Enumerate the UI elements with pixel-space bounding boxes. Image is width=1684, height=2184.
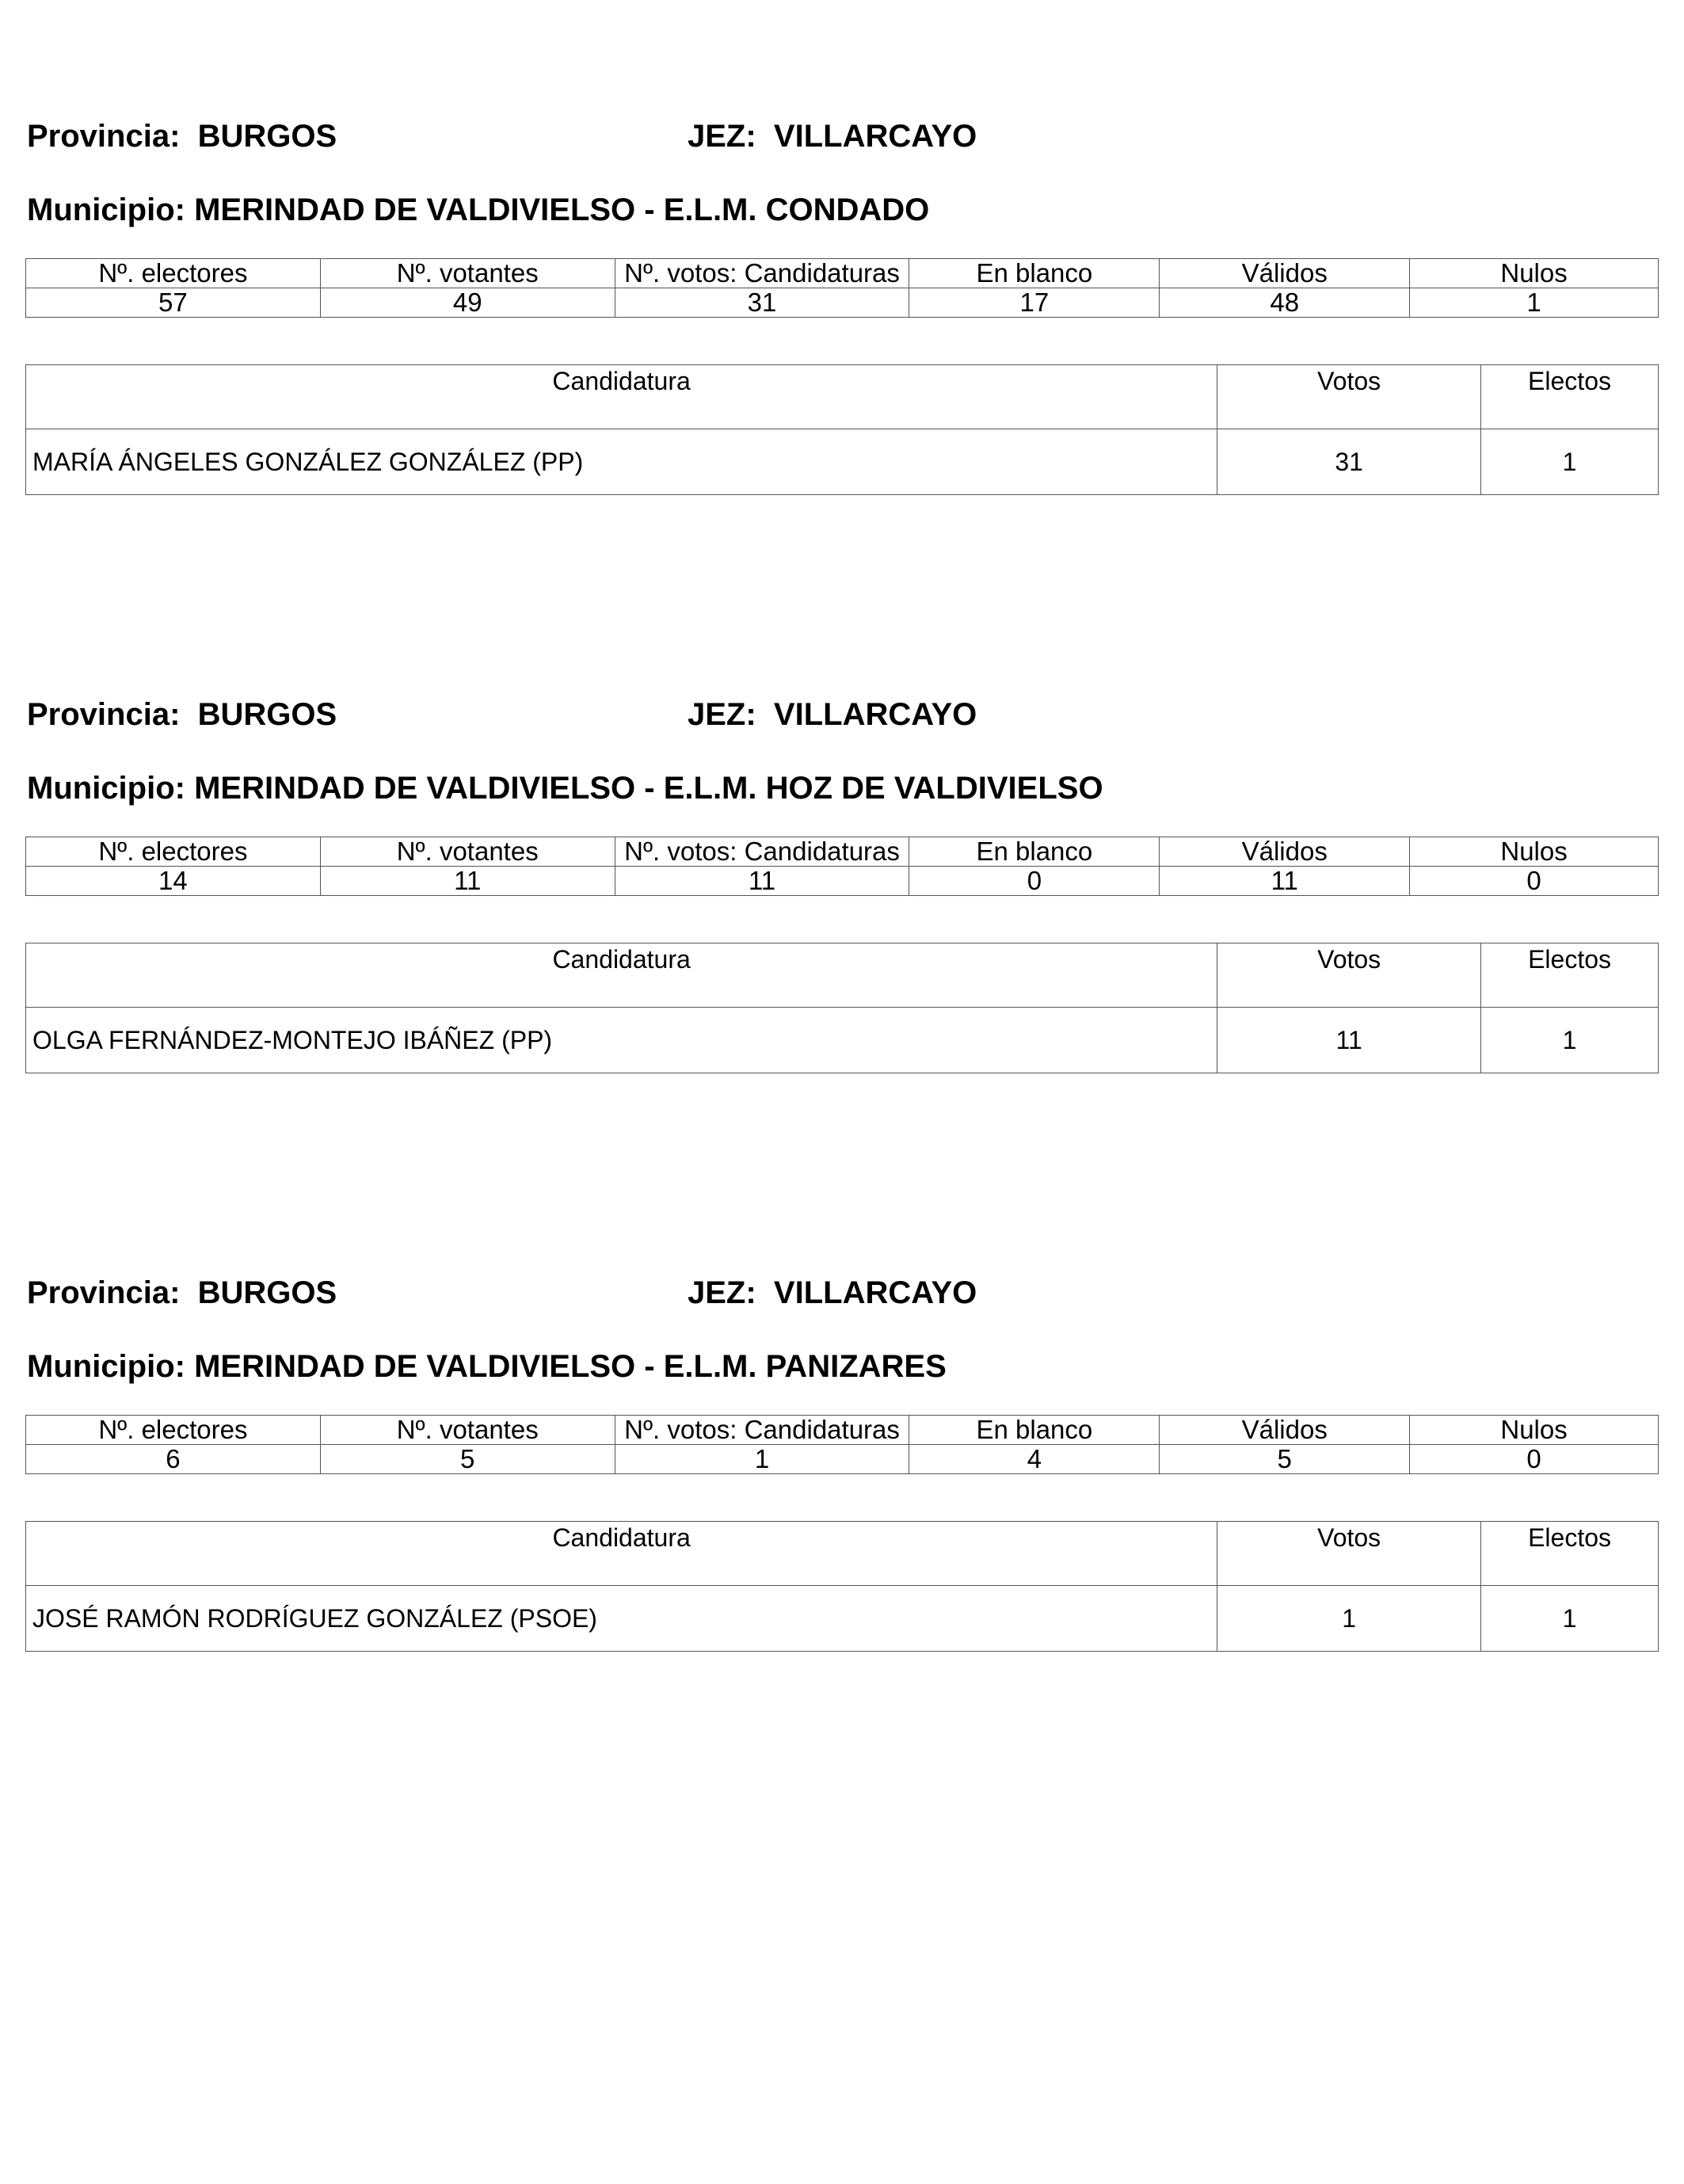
provincia-value: BURGOS [197,119,337,154]
stats-value: 31 [615,288,909,318]
stats-value: 1 [615,1445,909,1474]
stats-value: 0 [1410,1445,1659,1474]
stats-header: Válidos [1160,837,1410,867]
candidate-row [26,429,1659,495]
stats-value: 14 [26,867,321,896]
electos-header: Electos [1481,365,1659,429]
municipio-heading: Municipio: MERINDAD DE VALDIVIELSO - E.L.M. HOZ DE VALDIVIELSO [27,771,1103,806]
stats-table [25,837,1659,896]
stats-header-row [26,837,1659,867]
stats-header: Nº. votos: Candidaturas [615,1416,909,1445]
stats-value-row [26,867,1659,896]
stats-value: 5 [1160,1445,1410,1474]
candidate-electos: 1 [1481,429,1659,495]
municipio-heading: Municipio: MERINDAD DE VALDIVIELSO - E.L.M. CONDADO [27,192,930,227]
jez-heading: JEZ: VILLARCAYO [688,1275,977,1310]
stats-header: Válidos [1160,259,1410,288]
votos-header: Votos [1217,1522,1481,1586]
stats-value: 6 [26,1445,321,1474]
stats-value: 5 [320,1445,615,1474]
candidatura-header: Candidatura [26,365,1217,429]
stats-value: 48 [1160,288,1410,318]
candidate-votos: 31 [1217,429,1481,495]
stats-value: 0 [1410,867,1659,896]
candidate-name: OLGA FERNÁNDEZ-MONTEJO IBÁÑEZ (PP) [26,1008,1217,1073]
stats-header: Nº. votantes [320,259,615,288]
electos-header: Electos [1481,1522,1659,1586]
electos-header: Electos [1481,943,1659,1008]
stats-header: Nº. votantes [320,837,615,867]
candidate-row [26,1008,1659,1073]
stats-header: Nº. votos: Candidaturas [615,837,909,867]
provincia-heading: Provincia: BURGOS [27,697,337,732]
stats-value: 49 [320,288,615,318]
jez-heading: JEZ: VILLARCAYO [688,697,977,732]
stats-value-row [26,288,1659,318]
stats-header: En blanco [909,259,1160,288]
municipio-value: MERINDAD DE VALDIVIELSO - E.L.M. PANIZARES [194,1349,947,1384]
stats-value: 4 [909,1445,1160,1474]
candidate-name: MARÍA ÁNGELES GONZÁLEZ GONZÁLEZ (PP) [26,429,1217,495]
candidatura-header: Candidatura [26,1522,1217,1586]
stats-header: Nº. votantes [320,1416,615,1445]
stats-header: Nº. electores [26,1416,321,1445]
stats-header: Nulos [1410,259,1659,288]
stats-header: En blanco [909,837,1160,867]
votos-header: Votos [1217,943,1481,1008]
stats-header-row [26,1416,1659,1445]
candidate-votos: 1 [1217,1586,1481,1652]
candidates-table [25,364,1659,495]
provincia-value: BURGOS [197,697,337,732]
stats-value: 57 [26,288,321,318]
stats-header: Nº. votos: Candidaturas [615,259,909,288]
jez-value: VILLARCAYO [773,119,977,154]
stats-header-row [26,259,1659,288]
municipio-value: MERINDAD DE VALDIVIELSO - E.L.M. CONDADO [194,192,930,227]
provincia-value: BURGOS [197,1275,337,1310]
jez-heading: JEZ: VILLARCAYO [688,119,977,154]
candidate-electos: 1 [1481,1008,1659,1073]
candidate-row [26,1586,1659,1652]
stats-value: 1 [1410,288,1659,318]
result-section [25,697,1659,1109]
stats-value: 11 [1160,867,1410,896]
provincia-heading: Provincia: BURGOS [27,119,337,154]
result-section [25,119,1659,531]
candidate-name: JOSÉ RAMÓN RODRÍGUEZ GONZÁLEZ (PSOE) [26,1586,1217,1652]
provincia-heading: Provincia: BURGOS [27,1275,337,1310]
candidates-header-row [26,1522,1659,1586]
stats-table [25,1415,1659,1474]
stats-header: Nº. electores [26,259,321,288]
candidatura-header: Candidatura [26,943,1217,1008]
stats-header: Válidos [1160,1416,1410,1445]
jez-value: VILLARCAYO [773,1275,977,1310]
candidates-header-row [26,365,1659,429]
candidate-votos: 11 [1217,1008,1481,1073]
result-section [25,1275,1659,1687]
jez-value: VILLARCAYO [773,697,977,732]
stats-table [25,258,1659,318]
stats-value: 11 [615,867,909,896]
candidate-electos: 1 [1481,1586,1659,1652]
candidates-header-row [26,943,1659,1008]
stats-header: Nº. electores [26,837,321,867]
candidates-table [25,1521,1659,1652]
municipio-value: MERINDAD DE VALDIVIELSO - E.L.M. HOZ DE VALDIVIELSO [194,771,1103,806]
stats-header: En blanco [909,1416,1160,1445]
stats-value: 11 [320,867,615,896]
stats-header: Nulos [1410,837,1659,867]
stats-value: 0 [909,867,1160,896]
municipio-heading: Municipio: MERINDAD DE VALDIVIELSO - E.L.M. PANIZARES [27,1349,947,1384]
stats-value: 17 [909,288,1160,318]
stats-value-row [26,1445,1659,1474]
stats-header: Nulos [1410,1416,1659,1445]
candidates-table [25,943,1659,1073]
votos-header: Votos [1217,365,1481,429]
